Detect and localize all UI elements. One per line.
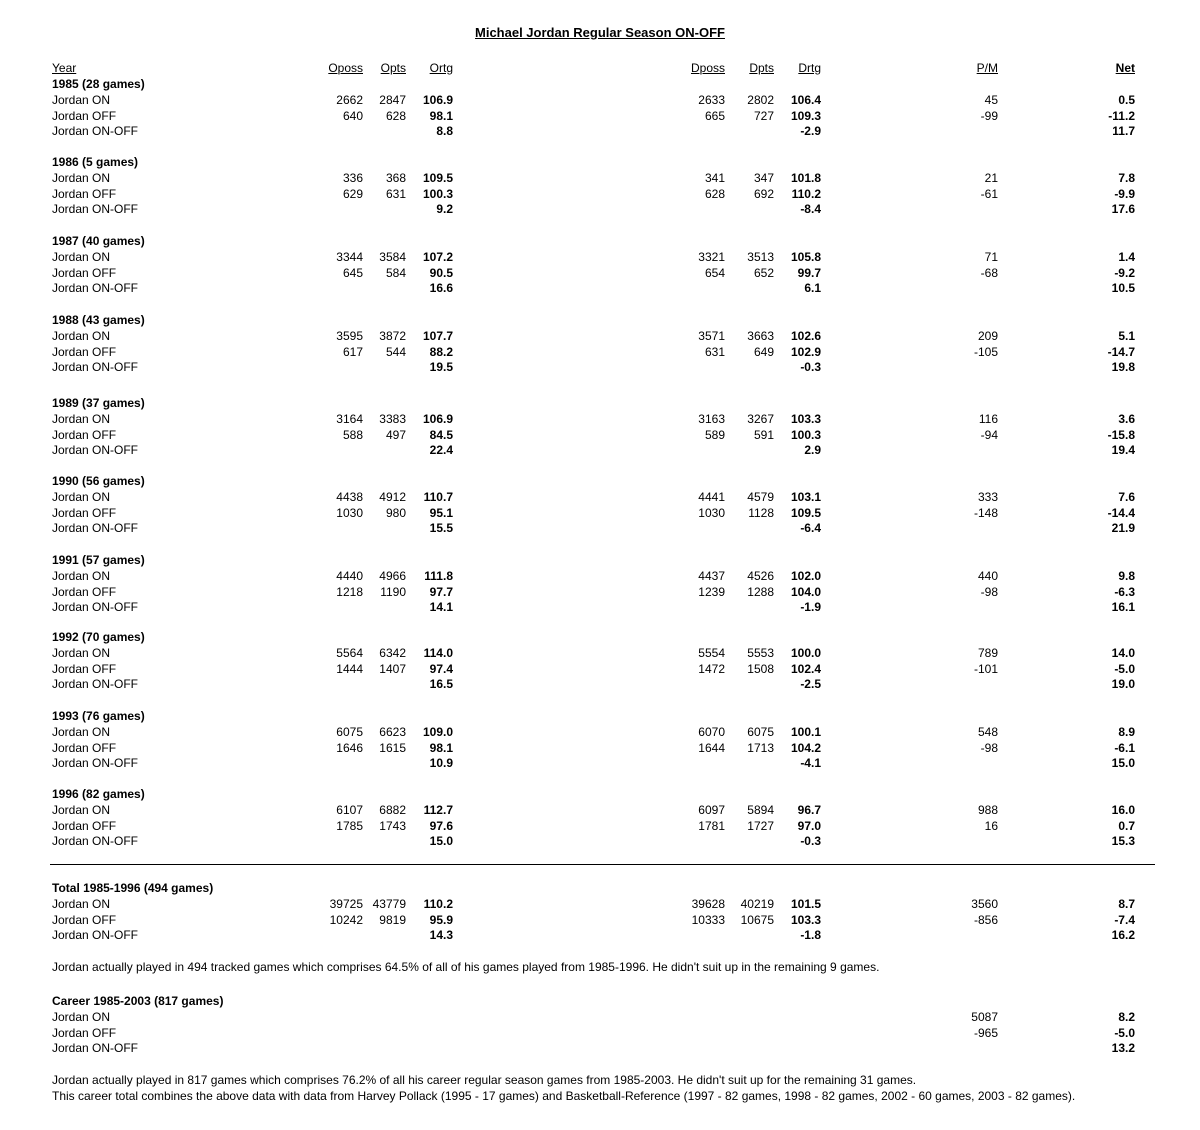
row-label-off: Jordan OFF (52, 427, 117, 442)
row-label-onoff: Jordan ON-OFF (52, 600, 139, 615)
cell-on-oposs: 3344 (336, 250, 363, 264)
header-dpts: Dpts (749, 61, 774, 75)
row-label-off: Jordan OFF (52, 505, 117, 520)
cell-on-ortg: 109.0 (422, 725, 453, 739)
cell-onoff-net: 16.1 (1111, 600, 1135, 615)
cell-off-oposs: 1646 (336, 740, 363, 755)
cell-off-drtg: 102.4 (790, 661, 821, 676)
cell-on-drtg: 96.7 (797, 803, 821, 817)
cell-on-ortg: 114.0 (423, 646, 453, 660)
cell-off-net: 0.7 (1118, 818, 1135, 833)
cell-onoff-net: 15.0 (1111, 756, 1135, 771)
cell-off-net: -15.8 (1107, 427, 1135, 442)
row-label-onoff: Jordan ON-OFF (52, 202, 139, 217)
cell-onoff-ortg: 14.1 (429, 600, 453, 615)
cell-off-drtg: 109.5 (790, 505, 821, 520)
cell-off-opts: 544 (385, 344, 406, 359)
cell-off-ortg: 84.5 (429, 427, 453, 442)
cell-onoff-drtg: 6.1 (804, 281, 821, 296)
cell-off-dposs: 10333 (691, 912, 725, 927)
header-net: Net (1115, 61, 1135, 75)
section-label: 1991 (57 games) (52, 553, 145, 567)
cell-off-opts: 1190 (380, 584, 406, 599)
cell-on-ortg: 109.5 (422, 171, 453, 185)
cell-off-oposs: 1444 (336, 661, 363, 676)
cell-onoff-ortg: 14.3 (429, 928, 453, 943)
cell-off-oposs: 640 (342, 108, 363, 123)
cell-onoff-ortg: 15.5 (429, 521, 453, 536)
cell-on-dposs: 4437 (698, 569, 725, 583)
cell-on-pm: 440 (977, 569, 998, 583)
cell-off-drtg: 110.2 (791, 186, 821, 201)
cell-onoff-net: 11.7 (1112, 124, 1135, 139)
cell-onoff-net: 10.5 (1111, 281, 1135, 296)
cell-on-dpts: 3513 (747, 250, 774, 264)
cell-on-dpts: 347 (753, 171, 774, 185)
cell-on-oposs: 4440 (336, 569, 363, 583)
cell-off-pm: -856 (973, 912, 998, 927)
cell-onoff-ortg: 22.4 (429, 443, 453, 458)
section-label: 1987 (40 games) (52, 234, 145, 248)
cell-on-dposs: 4441 (698, 490, 725, 504)
cell-off-ortg: 97.7 (429, 584, 453, 599)
cell-on-dposs: 6070 (698, 725, 725, 739)
cell-off-dpts: 727 (753, 108, 774, 123)
row-label-on: Jordan ON (52, 171, 111, 185)
cell-onoff-net: 19.8 (1111, 360, 1135, 375)
row-label-onoff: Jordan ON-OFF (52, 756, 139, 771)
cell-on-drtg: 101.5 (790, 897, 821, 911)
cell-off-drtg: 103.3 (790, 912, 821, 927)
cell-on-dpts: 4526 (747, 569, 774, 583)
header-oposs: Oposs (328, 61, 363, 75)
cell-on-dpts: 40219 (740, 897, 774, 911)
cell-off-ortg: 88.2 (429, 344, 453, 359)
cell-on-pm: 548 (977, 725, 998, 739)
row-label-onoff: Jordan ON-OFF (52, 834, 139, 849)
section-label: 1988 (43 games) (52, 313, 145, 327)
career-note: This career total combines the above data with data from Harvey Pollack (1995 - 17 games) and Basketball-Reference (1997 - 82 games, 1998 - 82 games, 2002 - 60 games, 2003 - 82 games). (52, 1089, 1076, 1103)
cell-off-pm: -148 (973, 505, 998, 520)
cell-off-pm: -98 (980, 584, 998, 599)
cell-on-oposs: 336 (342, 171, 363, 185)
cell-on-oposs: 5564 (336, 646, 363, 660)
cell-on-dposs: 3163 (698, 412, 725, 426)
cell-on-drtg: 105.8 (790, 250, 821, 264)
row-label-on: Jordan ON (52, 646, 111, 660)
cell-off-oposs: 1785 (336, 818, 363, 833)
cell-on-ortg: 112.7 (423, 803, 453, 817)
total-divider (50, 864, 1155, 865)
cell-on-dpts: 4579 (747, 490, 774, 504)
cell-onoff-drtg: -2.9 (800, 124, 821, 139)
cell-on-pm: 71 (984, 250, 998, 264)
row-label-on: Jordan ON (52, 412, 111, 426)
cell-off-opts: 628 (385, 108, 406, 123)
cell-on-dpts: 3267 (747, 412, 774, 426)
section-label: 1986 (5 games) (52, 155, 139, 169)
cell-on-ortg: 107.2 (422, 250, 453, 264)
cell-on-net: 5.1 (1118, 329, 1135, 343)
cell-on-dpts: 3663 (747, 329, 774, 343)
cell-off-drtg: 109.3 (790, 108, 821, 123)
cell-on-net: 8.2 (1118, 1010, 1135, 1024)
cell-on-net: 7.8 (1118, 171, 1135, 185)
cell-onoff-ortg: 8.8 (436, 124, 453, 139)
cell-onoff-ortg: 9.2 (436, 202, 453, 217)
cell-onoff-ortg: 19.5 (429, 360, 453, 375)
cell-onoff-drtg: -0.3 (800, 360, 821, 375)
cell-off-opts: 631 (385, 186, 406, 201)
cell-onoff-net: 15.3 (1111, 834, 1135, 849)
row-label-onoff: Jordan ON-OFF (52, 443, 139, 458)
cell-off-oposs: 588 (342, 427, 363, 442)
cell-on-drtg: 103.3 (790, 412, 821, 426)
cell-off-drtg: 100.3 (790, 427, 821, 442)
cell-on-ortg: 110.2 (423, 897, 453, 911)
row-label-onoff: Jordan ON-OFF (52, 124, 139, 139)
cell-on-dposs: 2633 (698, 93, 725, 107)
cell-off-net: -6.3 (1114, 584, 1135, 599)
cell-on-drtg: 102.0 (790, 569, 821, 583)
cell-off-dposs: 1239 (698, 584, 725, 599)
cell-on-pm: 333 (977, 490, 998, 504)
cell-off-dposs: 654 (704, 265, 725, 280)
cell-on-dpts: 5894 (747, 803, 774, 817)
cell-off-net: -11.2 (1108, 108, 1135, 123)
section-label: 1989 (37 games) (52, 396, 145, 410)
cell-on-oposs: 39725 (329, 897, 363, 911)
cell-off-dpts: 1713 (747, 740, 774, 755)
cell-off-net: -9.9 (1114, 186, 1135, 201)
cell-on-ortg: 106.9 (422, 93, 453, 107)
row-label-on: Jordan ON (52, 490, 111, 504)
career-note: Jordan actually played in 817 games which comprises 76.2% of all his career regular season games from 1985-2003. He didn't suit up for the remaining 31 games. (52, 1073, 917, 1087)
cell-onoff-ortg: 15.0 (429, 834, 453, 849)
row-label-off: Jordan OFF (52, 740, 117, 755)
cell-off-oposs: 1030 (336, 505, 363, 520)
cell-off-dpts: 692 (753, 186, 774, 201)
cell-off-net: -9.2 (1114, 265, 1135, 280)
cell-off-ortg: 98.1 (429, 740, 453, 755)
cell-onoff-drtg: -2.5 (800, 677, 821, 692)
cell-on-net: 16.0 (1111, 803, 1135, 817)
row-label-onoff: Jordan ON-OFF (52, 521, 139, 536)
cell-off-pm: -68 (980, 265, 998, 280)
cell-on-pm: 988 (977, 803, 998, 817)
cell-on-pm: 789 (977, 646, 998, 660)
row-label-onoff: Jordan ON-OFF (52, 281, 139, 296)
page-title: Michael Jordan Regular Season ON-OFF (475, 25, 725, 40)
cell-on-ortg: 110.7 (423, 490, 453, 504)
cell-off-ortg: 90.5 (429, 265, 453, 280)
cell-off-drtg: 102.9 (790, 344, 821, 359)
cell-off-dposs: 628 (704, 186, 725, 201)
row-label-onoff: Jordan ON-OFF (52, 1041, 139, 1056)
section-label: 1992 (70 games) (52, 630, 145, 644)
cell-off-net: -7.4 (1114, 912, 1135, 927)
row-label-off: Jordan OFF (52, 584, 117, 599)
row-label-on: Jordan ON (52, 329, 111, 343)
cell-on-dposs: 6097 (698, 803, 725, 817)
cell-on-oposs: 2662 (336, 93, 363, 107)
section-label: Total 1985-1996 (494 games) (52, 881, 214, 895)
row-label-off: Jordan OFF (52, 818, 117, 833)
cell-onoff-drtg: 2.9 (804, 443, 821, 458)
cell-off-dpts: 1288 (747, 584, 774, 599)
cell-on-drtg: 101.8 (790, 171, 821, 185)
cell-on-drtg: 100.1 (790, 725, 821, 739)
cell-off-oposs: 617 (342, 344, 363, 359)
cell-off-drtg: 97.0 (797, 818, 821, 833)
cell-off-pm: -99 (980, 108, 998, 123)
cell-off-pm: -61 (980, 186, 998, 201)
cell-on-ortg: 107.7 (422, 329, 453, 343)
cell-off-pm: -98 (980, 740, 998, 755)
cell-off-pm: -94 (980, 427, 998, 442)
cell-on-pm: 5087 (971, 1010, 998, 1024)
row-label-off: Jordan OFF (52, 265, 117, 280)
cell-on-drtg: 106.4 (790, 93, 821, 107)
row-label-on: Jordan ON (52, 569, 111, 583)
cell-on-ortg: 111.8 (424, 569, 453, 583)
cell-on-net: 3.6 (1118, 412, 1135, 426)
row-label-on: Jordan ON (52, 93, 111, 107)
cell-off-net: -6.1 (1114, 740, 1135, 755)
cell-off-opts: 497 (385, 427, 406, 442)
cell-on-opts: 368 (385, 171, 406, 185)
row-label-off: Jordan OFF (52, 661, 117, 676)
cell-off-dposs: 1644 (698, 740, 725, 755)
row-label-onoff: Jordan ON-OFF (52, 360, 139, 375)
cell-onoff-net: 16.2 (1111, 928, 1135, 943)
cell-on-dpts: 6075 (747, 725, 774, 739)
row-label-on: Jordan ON (52, 897, 111, 911)
cell-off-dpts: 1508 (747, 661, 774, 676)
cell-off-opts: 584 (385, 265, 406, 280)
cell-off-opts: 1615 (379, 740, 406, 755)
cell-on-dposs: 5554 (698, 646, 725, 660)
cell-off-opts: 9819 (379, 912, 406, 927)
cell-on-opts: 4966 (379, 569, 406, 583)
cell-on-opts: 3872 (379, 329, 406, 343)
cell-off-dpts: 649 (753, 344, 774, 359)
cell-off-dpts: 10675 (740, 912, 774, 927)
cell-off-net: -5.0 (1114, 1025, 1135, 1040)
cell-off-dposs: 1030 (698, 505, 725, 520)
row-label-off: Jordan OFF (52, 1025, 117, 1040)
cell-off-dposs: 1472 (698, 661, 725, 676)
cell-on-oposs: 6107 (336, 803, 363, 817)
header-pm: P/M (976, 61, 998, 75)
cell-on-oposs: 3164 (336, 412, 363, 426)
cell-off-net: -5.0 (1114, 661, 1135, 676)
header-drtg: Drtg (798, 61, 821, 75)
cell-off-oposs: 629 (342, 186, 363, 201)
section-label: 1996 (82 games) (52, 787, 145, 801)
cell-off-drtg: 104.0 (790, 584, 821, 599)
cell-on-dpts: 2802 (747, 93, 774, 107)
cell-on-net: 1.4 (1118, 250, 1135, 264)
cell-onoff-net: 13.2 (1111, 1041, 1135, 1056)
row-label-onoff: Jordan ON-OFF (52, 677, 139, 692)
cell-on-oposs: 3595 (336, 329, 363, 343)
cell-off-dpts: 1727 (747, 818, 774, 833)
cell-off-ortg: 97.4 (429, 661, 453, 676)
row-label-off: Jordan OFF (52, 912, 117, 927)
row-label-on: Jordan ON (52, 725, 111, 739)
cell-onoff-net: 21.9 (1111, 521, 1135, 536)
cell-off-dposs: 631 (704, 344, 725, 359)
cell-on-net: 8.7 (1118, 897, 1135, 911)
header-year: Year (52, 61, 77, 75)
cell-off-ortg: 98.1 (429, 108, 453, 123)
cell-on-ortg: 106.9 (422, 412, 453, 426)
section-label: 1985 (28 games) (52, 77, 145, 91)
cell-on-pm: 21 (984, 171, 998, 185)
cell-off-ortg: 95.9 (429, 912, 453, 927)
header-ortg: Ortg (429, 61, 453, 75)
cell-off-oposs: 1218 (336, 584, 363, 599)
cell-off-dposs: 1781 (698, 818, 725, 833)
cell-off-dpts: 1128 (748, 505, 774, 520)
cell-on-net: 8.9 (1118, 725, 1135, 739)
cell-off-pm: 16 (984, 818, 998, 833)
cell-off-dpts: 591 (753, 427, 774, 442)
cell-onoff-drtg: -1.9 (800, 600, 821, 615)
header-dposs: Dposs (690, 61, 725, 75)
cell-off-oposs: 10242 (329, 912, 363, 927)
cell-off-drtg: 99.7 (797, 265, 821, 280)
section-label: Career 1985-2003 (817 games) (52, 994, 224, 1008)
cell-off-opts: 1743 (379, 818, 406, 833)
cell-on-net: 9.8 (1118, 569, 1135, 583)
cell-off-drtg: 104.2 (790, 740, 821, 755)
cell-on-drtg: 102.6 (790, 329, 821, 343)
cell-on-dpts: 5553 (747, 646, 774, 660)
cell-off-pm: -101 (973, 661, 998, 676)
cell-off-ortg: 100.3 (422, 186, 453, 201)
cell-off-ortg: 95.1 (429, 505, 453, 520)
cell-onoff-ortg: 16.6 (429, 281, 453, 296)
cell-on-drtg: 100.0 (790, 646, 821, 660)
row-label-onoff: Jordan ON-OFF (52, 928, 139, 943)
cell-on-net: 14.0 (1111, 646, 1135, 660)
cell-on-pm: 209 (977, 329, 998, 343)
cell-off-net: -14.7 (1107, 344, 1135, 359)
cell-on-pm: 3560 (971, 897, 998, 911)
cell-off-oposs: 645 (342, 265, 363, 280)
row-label-off: Jordan OFF (52, 186, 117, 201)
cell-on-opts: 6342 (379, 646, 406, 660)
cell-off-dpts: 652 (753, 265, 774, 280)
cell-onoff-drtg: -1.8 (800, 928, 821, 943)
cell-onoff-net: 19.4 (1111, 443, 1135, 458)
section-label: 1990 (56 games) (52, 474, 145, 488)
row-label-off: Jordan OFF (52, 108, 117, 123)
total-note: Jordan actually played in 494 tracked games which comprises 64.5% of all of his games played from 1985-1996. He didn't suit up in the remaining 9 games. (52, 960, 880, 974)
cell-on-opts: 2847 (379, 93, 406, 107)
cell-off-pm: -965 (973, 1025, 998, 1040)
cell-off-opts: 980 (385, 505, 406, 520)
cell-on-opts: 43779 (372, 897, 406, 911)
row-label-on: Jordan ON (52, 1010, 111, 1024)
cell-on-oposs: 6075 (336, 725, 363, 739)
cell-on-dposs: 39628 (691, 897, 725, 911)
section-label: 1993 (76 games) (52, 709, 145, 723)
cell-off-ortg: 97.6 (429, 818, 453, 833)
cell-onoff-drtg: -8.4 (800, 202, 821, 217)
cell-onoff-ortg: 10.9 (429, 756, 453, 771)
cell-on-opts: 3584 (379, 250, 406, 264)
cell-on-drtg: 103.1 (790, 490, 821, 504)
cell-onoff-net: 17.6 (1111, 202, 1135, 217)
cell-on-pm: 116 (978, 412, 998, 426)
cell-on-net: 0.5 (1118, 93, 1135, 107)
header-opts: Opts (380, 61, 406, 75)
cell-on-dposs: 3571 (698, 329, 725, 343)
cell-onoff-drtg: -4.1 (800, 756, 821, 771)
row-label-on: Jordan ON (52, 250, 111, 264)
cell-on-opts: 4912 (379, 490, 406, 504)
cell-onoff-drtg: -6.4 (800, 521, 821, 536)
cell-off-opts: 1407 (379, 661, 406, 676)
cell-onoff-drtg: -0.3 (800, 834, 821, 849)
cell-off-net: -14.4 (1107, 505, 1135, 520)
cell-off-pm: -105 (973, 344, 998, 359)
row-label-on: Jordan ON (52, 803, 111, 817)
cell-on-oposs: 4438 (336, 490, 363, 504)
cell-on-dposs: 341 (704, 171, 725, 185)
cell-onoff-net: 19.0 (1111, 677, 1135, 692)
cell-on-dposs: 3321 (698, 250, 725, 264)
cell-on-net: 7.6 (1118, 490, 1135, 504)
cell-on-pm: 45 (984, 93, 998, 107)
cell-off-dposs: 589 (704, 427, 725, 442)
cell-onoff-ortg: 16.5 (429, 677, 453, 692)
cell-on-opts: 6623 (379, 725, 406, 739)
cell-off-dposs: 665 (704, 108, 725, 123)
row-label-off: Jordan OFF (52, 344, 117, 359)
cell-on-opts: 3383 (379, 412, 406, 426)
cell-on-opts: 6882 (379, 803, 406, 817)
